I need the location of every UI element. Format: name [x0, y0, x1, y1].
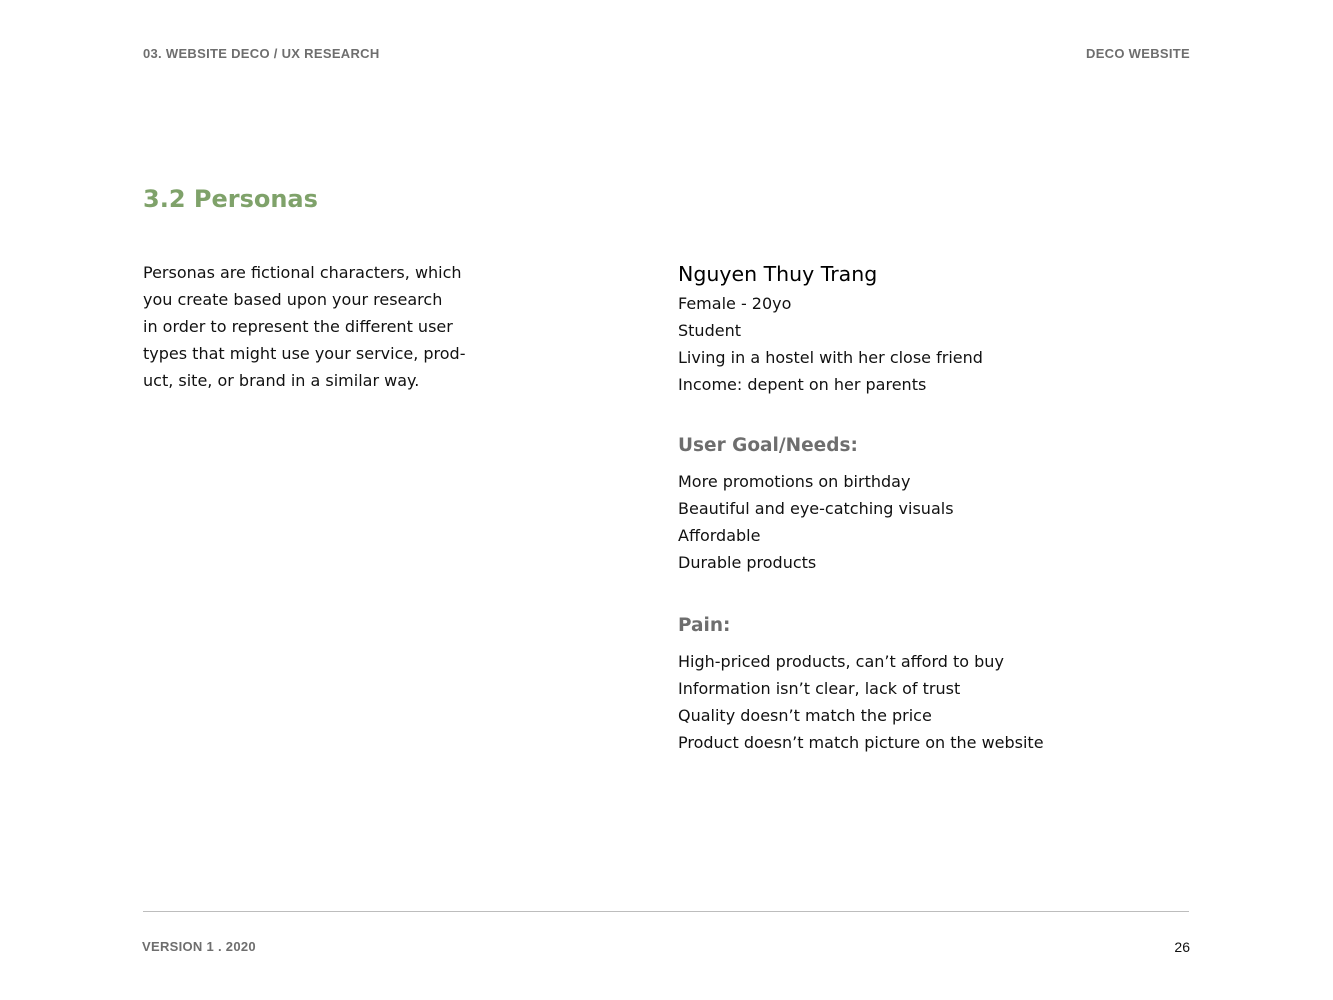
pain-item: Information isn’t clear, lack of trust [678, 679, 961, 698]
goal-item: More promotions on birthday [678, 472, 911, 491]
intro-line: types that might use your service, prod- [143, 344, 466, 363]
intro-line: Personas are fictional characters, which [143, 263, 462, 282]
page-number: 26 [1174, 939, 1190, 955]
goal-item: Durable products [678, 553, 817, 572]
header-document-title: DECO WEBSITE [1086, 46, 1190, 61]
persona-name: Nguyen Thuy Trang [678, 262, 878, 286]
footer-divider [143, 911, 1189, 912]
persona-details-list [678, 290, 1198, 398]
pain-item: Product doesn’t match picture on the website [678, 733, 1044, 752]
goal-item: Beautiful and eye-catching visuals [678, 499, 954, 518]
intro-line: uct, site, or brand in a similar way. [143, 371, 420, 390]
header-breadcrumb: 03. WEBSITE DECO / UX RESEARCH [143, 46, 380, 61]
persona-detail-item: Living in a hostel with her close friend [678, 348, 983, 367]
pain-item: High-priced products, can’t afford to buy [678, 652, 1004, 671]
persona-detail-item: Income: depent on her parents [678, 375, 927, 394]
pain-item: Quality doesn’t match the price [678, 706, 932, 725]
goals-heading: User Goal/Needs: [678, 435, 858, 456]
persona-detail-item: Female - 20yo [678, 294, 792, 313]
intro-line: in order to represent the different user [143, 317, 453, 336]
intro-line: you create based upon your research [143, 290, 443, 309]
pain-list [678, 648, 1198, 756]
goals-list [678, 468, 1198, 576]
persona-detail-item: Student [678, 321, 741, 340]
footer-version: VERSION 1 . 2020 [142, 939, 256, 954]
pain-heading: Pain: [678, 615, 731, 636]
section-title: 3.2 Personas [143, 185, 318, 213]
intro-paragraph [143, 259, 488, 394]
goal-item: Affordable [678, 526, 761, 545]
persona-card [678, 260, 1198, 756]
